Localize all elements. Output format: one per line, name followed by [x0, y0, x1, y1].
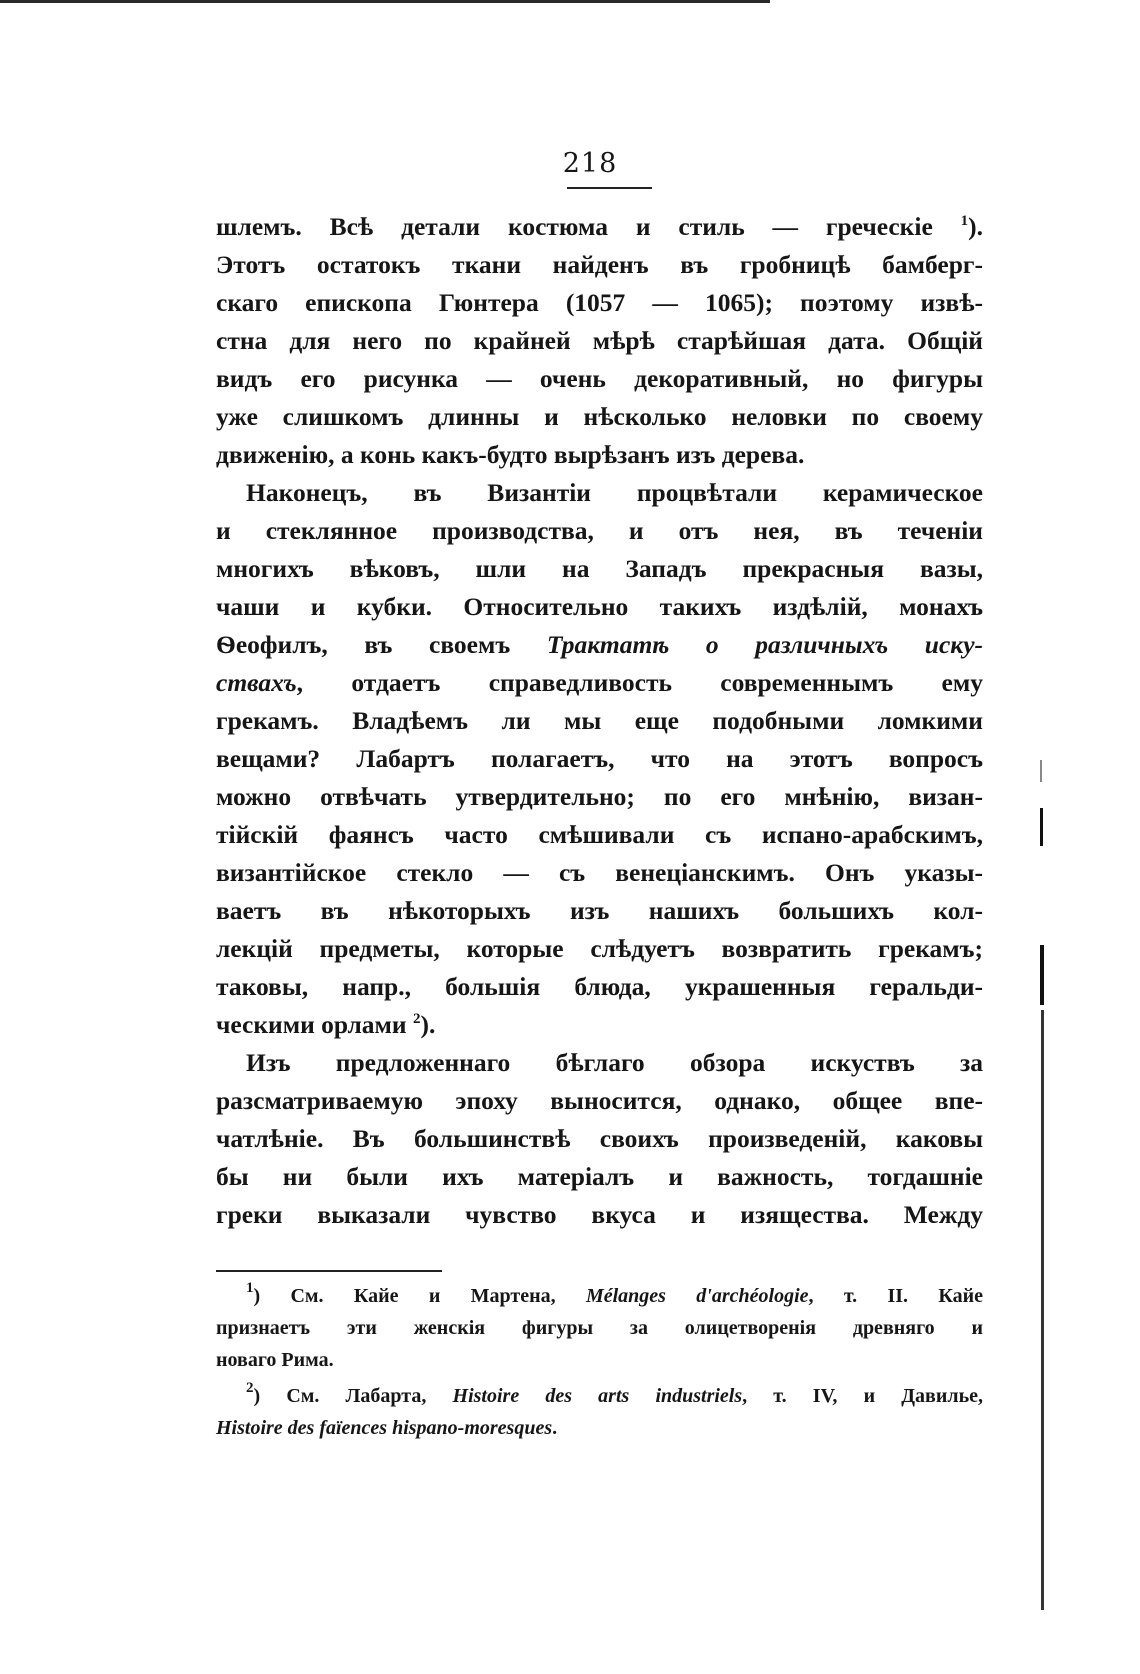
body-line [216, 436, 983, 474]
text-run: Изъ предложеннаго бѣглаго обзора искуствъ за [246, 1048, 983, 1077]
body-line [216, 550, 983, 588]
footnote-line [216, 1280, 983, 1312]
footnote-line [216, 1312, 983, 1344]
body-line [216, 512, 983, 550]
text-run: , т. II. Кайе [808, 1285, 983, 1307]
body-line [216, 740, 983, 778]
text-run: признаетъ эти женскія фигуры за олицетворенія древняго и [216, 1317, 983, 1339]
body-line [216, 322, 983, 360]
body-line [216, 1082, 983, 1120]
text-run: лекцій предметы, которые слѣдуетъ возвратить грекамъ; [216, 934, 983, 963]
footnote-line [216, 1344, 983, 1376]
body-line [216, 246, 983, 284]
body-line [216, 1006, 983, 1044]
body-line [216, 1196, 983, 1234]
body-line [216, 1158, 983, 1196]
italic-title: Трактатѣ о различныхъ иску- [546, 630, 984, 659]
italic-title: Mélanges d'archéologie [585, 1285, 809, 1307]
text-run: чатлѣніе. Въ большинствѣ своихъ произведеній, каковы [216, 1124, 983, 1153]
text-run: скаго епископа Гюнтера (1057 — 1065); поэтому извѣ- [216, 288, 983, 317]
body-line [216, 854, 983, 892]
text-run: можно отвѣчать утвердительно; по его мнѣнію, визан- [216, 782, 983, 811]
text-run: бы ни были ихъ матеріалъ и важность, тогдашніе [216, 1162, 983, 1191]
text-run: вещами? Лабартъ полагаетъ, что на этотъ вопросъ [216, 744, 983, 773]
top-edge-rule [0, 0, 770, 3]
italic-title: Histoire des arts industriels [452, 1385, 743, 1407]
footnote-marker: 1 [246, 1280, 254, 1296]
footnote-marker: 2 [246, 1380, 254, 1396]
text-run: ). [968, 212, 983, 241]
text-run: шлемъ. Всѣ детали костюма и стиль — греческіе [216, 212, 961, 241]
italic-title: ствахъ [216, 668, 297, 697]
footnotes [216, 1280, 983, 1444]
body-line [216, 816, 983, 854]
footnote-line [216, 1412, 983, 1444]
footnote-rule [216, 1270, 442, 1272]
body-line [216, 284, 983, 322]
footnote-line [216, 1380, 983, 1412]
body-line [216, 892, 983, 930]
text-run: движенію, а конь какъ-будто вырѣзанъ изъ дерева. [216, 440, 805, 469]
text-run: ) См. Кайе и Мартена, [253, 1285, 586, 1307]
margin-scan-mark [1040, 760, 1042, 782]
body-text [216, 208, 983, 1234]
text-run: ваетъ въ нѣкоторыхъ изъ нашихъ большихъ кол- [216, 896, 983, 925]
text-run: уже слишкомъ длинны и нѣсколько неловки по своему [216, 402, 983, 431]
footnote-marker: 2 [412, 1011, 421, 1027]
text-run: видъ его рисунка — очень декоративный, но фигуры [216, 364, 983, 393]
text-run: новаго Рима. [216, 1349, 334, 1371]
text-run: . [552, 1417, 558, 1439]
text-run: чаши и кубки. Относительно такихъ издѣлій, монахъ [216, 592, 983, 621]
body-line [216, 1120, 983, 1158]
body-line [216, 664, 983, 702]
text-run: ) См. Лабарта, [253, 1385, 453, 1407]
body-line [216, 968, 983, 1006]
body-line [216, 626, 983, 664]
body-line [216, 208, 983, 246]
text-run: таковы, напр., большія блюда, украшенныя геральди- [216, 972, 983, 1001]
text-run: , отдаетъ справедливость современнымъ ему [296, 668, 983, 697]
text-run: многихъ вѣковъ, шли на Западъ прекрасныя вазы, [216, 554, 983, 583]
body-line [216, 778, 983, 816]
text-run: Ѳеофилъ, въ своемъ [216, 630, 547, 659]
body-line [216, 398, 983, 436]
text-run: и стеклянное производства, и отъ нея, въ теченіи [216, 516, 983, 545]
text-run: Наконецъ, въ Византіи процвѣтали керамическое [246, 478, 983, 507]
text-run: стна для него по крайней мѣрѣ старѣйшая дата. Общій [216, 326, 983, 355]
text-run: ческими орлами [216, 1010, 413, 1039]
page-number: 218 [562, 148, 618, 179]
text-run: грекамъ. Владѣемъ ли мы еще подобными ломкими [216, 706, 983, 735]
body-line [216, 930, 983, 968]
text-run: греки выказали чувство вкуса и изящества. Между [216, 1200, 983, 1229]
italic-title: Histoire des faïences hispano-moresques [216, 1417, 553, 1439]
body-line [216, 1044, 983, 1082]
margin-scan-mark [1040, 808, 1043, 846]
footnote-marker: 1 [960, 213, 969, 229]
text-run: тійскій фаянсъ часто смѣшивали съ испано-арабскимъ, [216, 820, 983, 849]
page-number-rule [567, 187, 652, 189]
text-run: , т. IV, и Давилье, [742, 1385, 984, 1407]
text-run: ). [420, 1010, 436, 1039]
text-run: разсматриваемую эпоху выносится, однако, общее впе- [216, 1086, 983, 1115]
body-line [216, 474, 983, 512]
body-line [216, 702, 983, 740]
margin-scan-mark [1041, 1010, 1044, 1610]
body-line [216, 360, 983, 398]
text-run: византійское стекло — съ венеціанскимъ. Онъ указы- [216, 858, 983, 887]
text-run: Этотъ остатокъ ткани найденъ въ гробницѣ бамберг- [216, 250, 983, 279]
margin-scan-mark [1040, 945, 1044, 1005]
body-line [216, 588, 983, 626]
